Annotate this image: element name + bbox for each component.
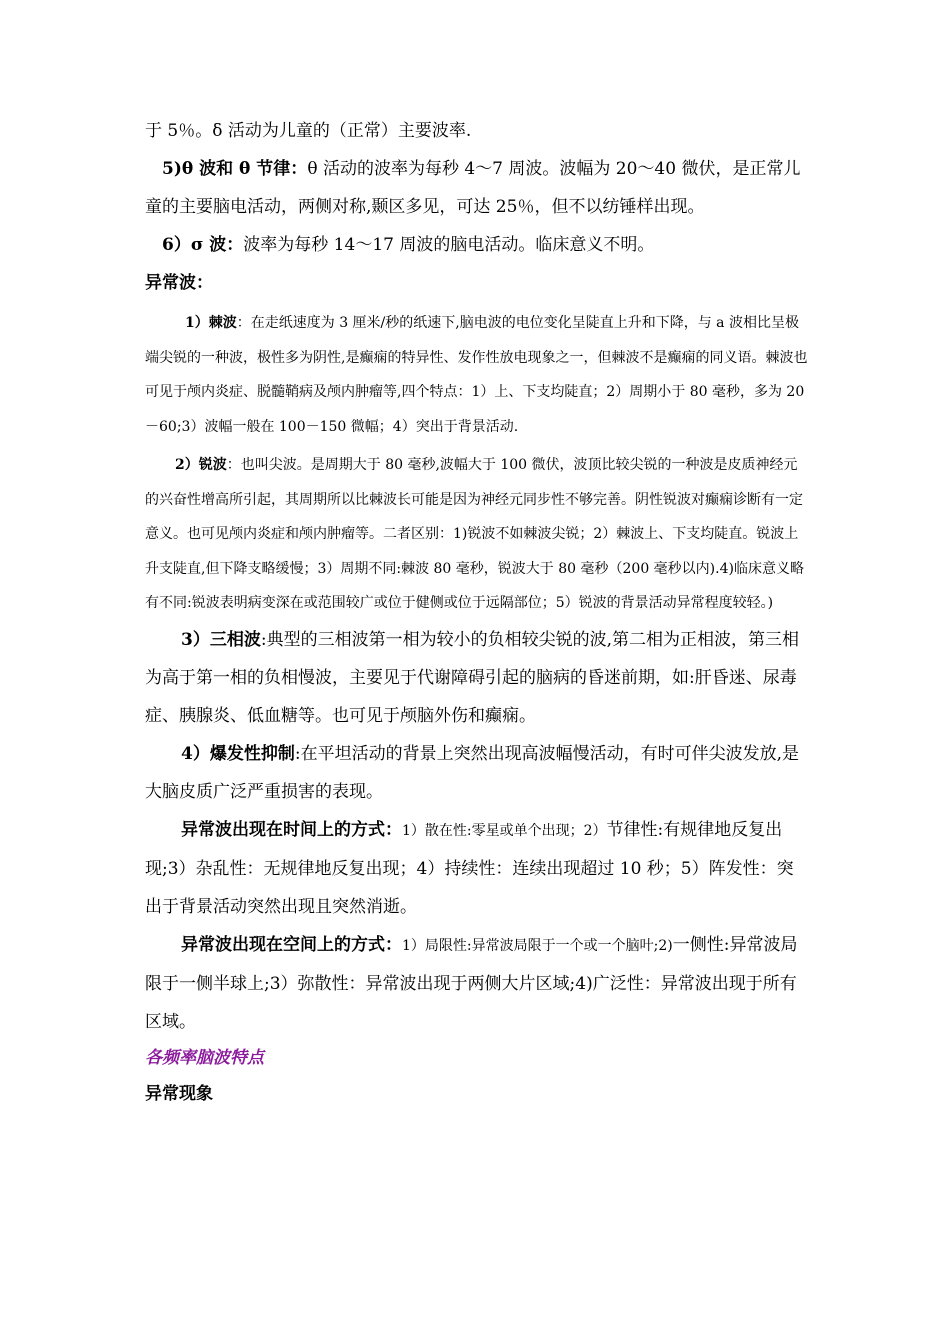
paragraph-label: 2）锐波 [175, 457, 227, 473]
paragraph-label: 4）爆发性抑制 [181, 743, 295, 764]
paragraph-spatial-patterns [145, 926, 810, 1041]
paragraph-temporal-patterns [145, 811, 810, 926]
document-body [145, 112, 810, 1113]
paragraph-theta [145, 150, 810, 226]
paragraph-label: 5)θ 波和 θ 节律： [162, 159, 308, 179]
paragraph-burst-suppression [145, 735, 810, 811]
paragraph-sharp-wave [145, 448, 810, 621]
paragraph-label: 异常波出现在时间上的方式： [181, 819, 402, 840]
paragraph-triphasic-wave [145, 621, 810, 735]
paragraph-delta-end [145, 112, 810, 150]
paragraph-text: 于 5％。δ 活动为儿童的（正常）主要波率. [145, 121, 472, 141]
paragraph-label: 1）棘波 [185, 315, 237, 331]
paragraph-label: 异常波出现在空间上的方式： [181, 934, 402, 955]
paragraph-label: 3）三相波 [181, 629, 261, 650]
paragraph-spike-wave [145, 306, 810, 444]
paragraph-text-small: 1）局限性:异常波局限于一个或一个脑叶;2) [402, 937, 673, 954]
paragraph-text: 节律性:有规律地反复出现;3）杂乱性：无规律地反复出现；4）持续性：连续出现超过 10 秒；5）阵发性：突出于背景活动突然出现且突然消逝。 [145, 819, 794, 917]
paragraph-text: ：也叫尖波。是周期大于 80 毫秒,波幅大于 100 微伏，波顶比较尖锐的一种波是皮质神经元的兴奋性增高所引起，其周期所以比棘波长可能是因为神经元同步性不够完善。阴性锐波对癫痫诊断有一定意义。也可见颅内炎症和颅内肿瘤等。二者区别：1)锐波不如棘波尖锐；2）棘波上、下支均陡直。锐波上升支陡直,但下降支略缓慢；3）周期不同:棘波 80 毫秒，锐波大于 80 毫秒（200 毫秒以内).4)临床意义略有不同:锐波表明病变深在或范围较广或位于健侧或位于远隔部位；5）锐波的背景活动异常程度较轻。) [145, 457, 804, 611]
paragraph-text: 一侧性:异常波局限于一侧半球上;3）弥散性：异常波出现于两侧大片区域;4)广泛性：异常波出现于所有区域。 [145, 934, 798, 1032]
paragraph-sigma [145, 226, 810, 264]
paragraph-text: :在平坦活动的背景上突然出现高波幅慢活动，有时可伴尖波发放,是大脑皮质广泛严重损害的表现。 [145, 743, 799, 802]
paragraph-text: ：在走纸速度为 3 厘米/秒的纸速下,脑电波的电位变化呈陡直上升和下降，与 a 波相比呈极端尖锐的一种波，极性多为阴性,是癫痫的特异性、发作性放电现象之一，但棘波不是癫痫的同义语。棘波也可见于颅内炎症、脱髓鞘病及颅内肿瘤等,四个特点：1）上、下支均陡直；2）周期小于 80 毫秒，多为 20－60;3）波幅一般在 100－150 微幅；4）突出于背景活动. [145, 315, 808, 435]
paragraph-label: 6）σ 波： [162, 235, 244, 255]
heading-abnormal-waves: 异常波： [145, 273, 213, 293]
paragraph-text: 波率为每秒 14～17 周波的脑电活动。临床意义不明。 [243, 235, 655, 255]
paragraph-text: θ 活动的波率为每秒 4～7 周波。波幅为 20～40 微伏，是正常儿童的主要脑电活动，两侧对称,颞区多见，可达 25％，但不以纺锤样出现。 [145, 159, 801, 217]
paragraph-text-small: 1）散在性:零星或单个出现；2） [402, 822, 607, 839]
paragraph-text: :典型的三相波第一相为较小的负相较尖锐的波,第二相为正相波，第三相为高于第一相的负相慢波，主要见于代谢障碍引起的脑病的昏迷前期，如:肝昏迷、尿毒症、胰腺炎、低血糖等。也可见于颅脑外伤和癫痫。 [145, 629, 799, 726]
link-frequency-characteristics[interactable]: 各频率脑波特点 [145, 1047, 264, 1068]
heading-abnormal-phenomena: 异常现象 [145, 1083, 213, 1104]
